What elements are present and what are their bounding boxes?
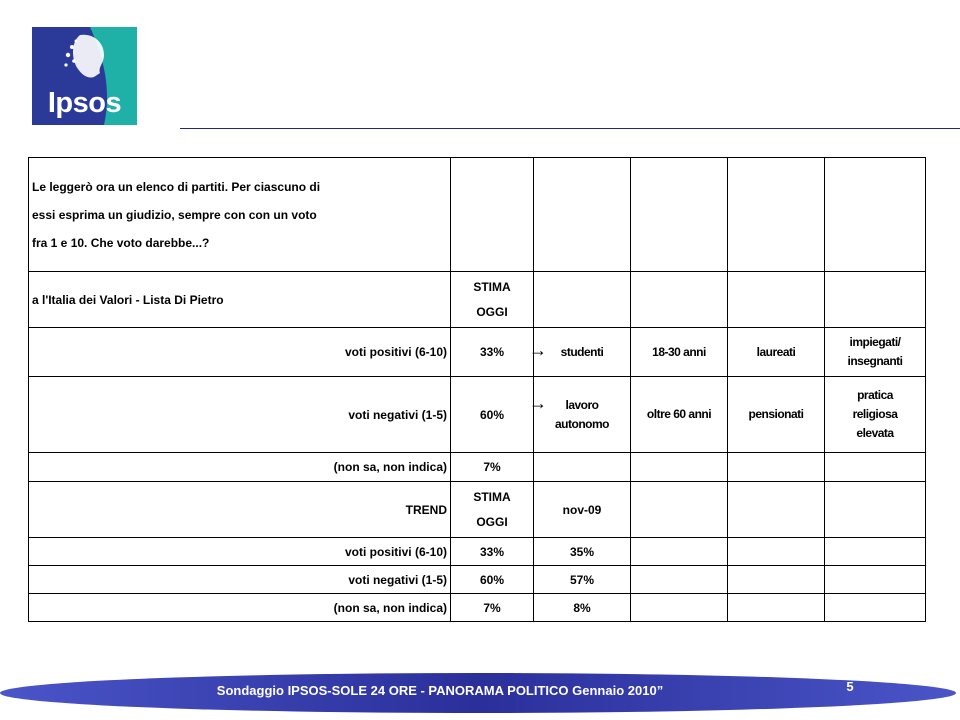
category-text — [828, 386, 922, 443]
value-text: 33% — [479, 345, 505, 359]
empty-cell — [534, 158, 631, 272]
current-value: 33% — [451, 538, 534, 566]
stima-oggi-header — [451, 482, 534, 538]
question-row — [29, 158, 926, 272]
empty-cell — [825, 158, 926, 272]
empty-cell — [534, 272, 631, 328]
category-cell: pensionati — [728, 377, 825, 453]
stima-label: STIMA — [473, 489, 511, 504]
negative-votes-row — [29, 377, 926, 453]
oggi-label: OGGI — [476, 514, 508, 529]
category-line: lavoro — [565, 397, 599, 412]
party-row — [29, 272, 926, 328]
empty-cell — [825, 453, 926, 482]
empty-cell — [825, 594, 926, 622]
footer-banner — [0, 669, 960, 717]
row-label: (non sa, non indica) — [29, 594, 451, 622]
no-answer-row — [29, 453, 926, 482]
question-line-3: fra 1 e 10. Che voto darebbe...? — [32, 235, 210, 250]
empty-cell — [728, 453, 825, 482]
previous-value: 57% — [534, 566, 631, 594]
category-cell: oltre 60 anni — [631, 377, 728, 453]
party-name: a l'Italia dei Valori - Lista Di Pietro — [29, 272, 451, 328]
empty-cell — [825, 538, 926, 566]
stima-oggi-header — [451, 272, 534, 328]
value-text: 60% — [479, 407, 505, 422]
empty-cell — [728, 482, 825, 538]
empty-cell — [451, 158, 534, 272]
row-value — [451, 377, 547, 453]
empty-cell — [631, 594, 728, 622]
row-label: (non sa, non indica) — [29, 453, 451, 482]
empty-cell — [825, 566, 926, 594]
previous-value: 35% — [534, 538, 631, 566]
trend-row — [29, 566, 926, 594]
category-line: autonomo — [555, 416, 609, 431]
current-value: 7% — [451, 594, 534, 622]
row-value: 7% — [451, 453, 534, 482]
category-cell — [825, 377, 926, 453]
category-line: impiegati/ — [849, 335, 901, 349]
category-line: religiosa — [852, 407, 898, 421]
category-line: elevata — [856, 426, 894, 440]
empty-cell — [631, 566, 728, 594]
header-divider — [180, 128, 960, 129]
category-text — [537, 396, 627, 434]
empty-cell — [825, 482, 926, 538]
row-label: voti positivi (6-10) — [29, 538, 451, 566]
oggi-label: OGGI — [476, 304, 508, 319]
trend-header-row — [29, 482, 926, 538]
positive-votes-row — [29, 328, 926, 377]
category-line: insegnanti — [847, 354, 903, 368]
empty-cell — [631, 482, 728, 538]
arrow-right-icon: → — [529, 340, 547, 360]
empty-cell — [728, 566, 825, 594]
ipsos-logo — [32, 27, 137, 125]
empty-cell — [728, 594, 825, 622]
trend-row — [29, 538, 926, 566]
empty-cell — [728, 158, 825, 272]
category-line: pratica — [857, 388, 893, 402]
empty-cell — [631, 453, 728, 482]
category-cell — [825, 328, 926, 377]
row-label: voti positivi (6-10) — [29, 328, 451, 377]
footer-text: Sondaggio IPSOS-SOLE 24 ORE - PANORAMA POLITICO Gennaio 2010” — [216, 683, 664, 698]
empty-cell — [631, 538, 728, 566]
page-number: 5 — [846, 679, 854, 694]
question-line-2: essi esprima un giudizio, sempre con con un voto — [32, 207, 317, 222]
empty-cell — [825, 272, 926, 328]
previous-value: 8% — [534, 594, 631, 622]
question-line-1: Le leggerò ora un elenco di partiti. Per ciascuno di — [32, 179, 321, 194]
question-text — [29, 158, 451, 272]
empty-cell — [631, 158, 728, 272]
current-value: 60% — [451, 566, 534, 594]
category-cell: 18-30 anni — [631, 328, 728, 377]
empty-cell — [728, 538, 825, 566]
trend-row — [29, 594, 926, 622]
arrow-right-icon: → — [529, 392, 547, 413]
empty-cell — [631, 272, 728, 328]
empty-cell — [728, 272, 825, 328]
stima-label: STIMA — [473, 279, 511, 294]
row-value — [451, 328, 547, 377]
category-cell: studenti — [534, 328, 631, 377]
row-label: voti negativi (1-5) — [29, 377, 451, 453]
row-label: voti negativi (1-5) — [29, 566, 451, 594]
trend-label: TREND — [29, 482, 451, 538]
results-table — [28, 157, 926, 622]
logo-wordmark: Ipsos — [47, 87, 122, 119]
previous-period-header: nov-09 — [534, 482, 631, 538]
category-cell: laureati — [728, 328, 825, 377]
category-text — [828, 333, 922, 371]
empty-cell — [534, 453, 631, 482]
category-cell — [534, 377, 631, 453]
